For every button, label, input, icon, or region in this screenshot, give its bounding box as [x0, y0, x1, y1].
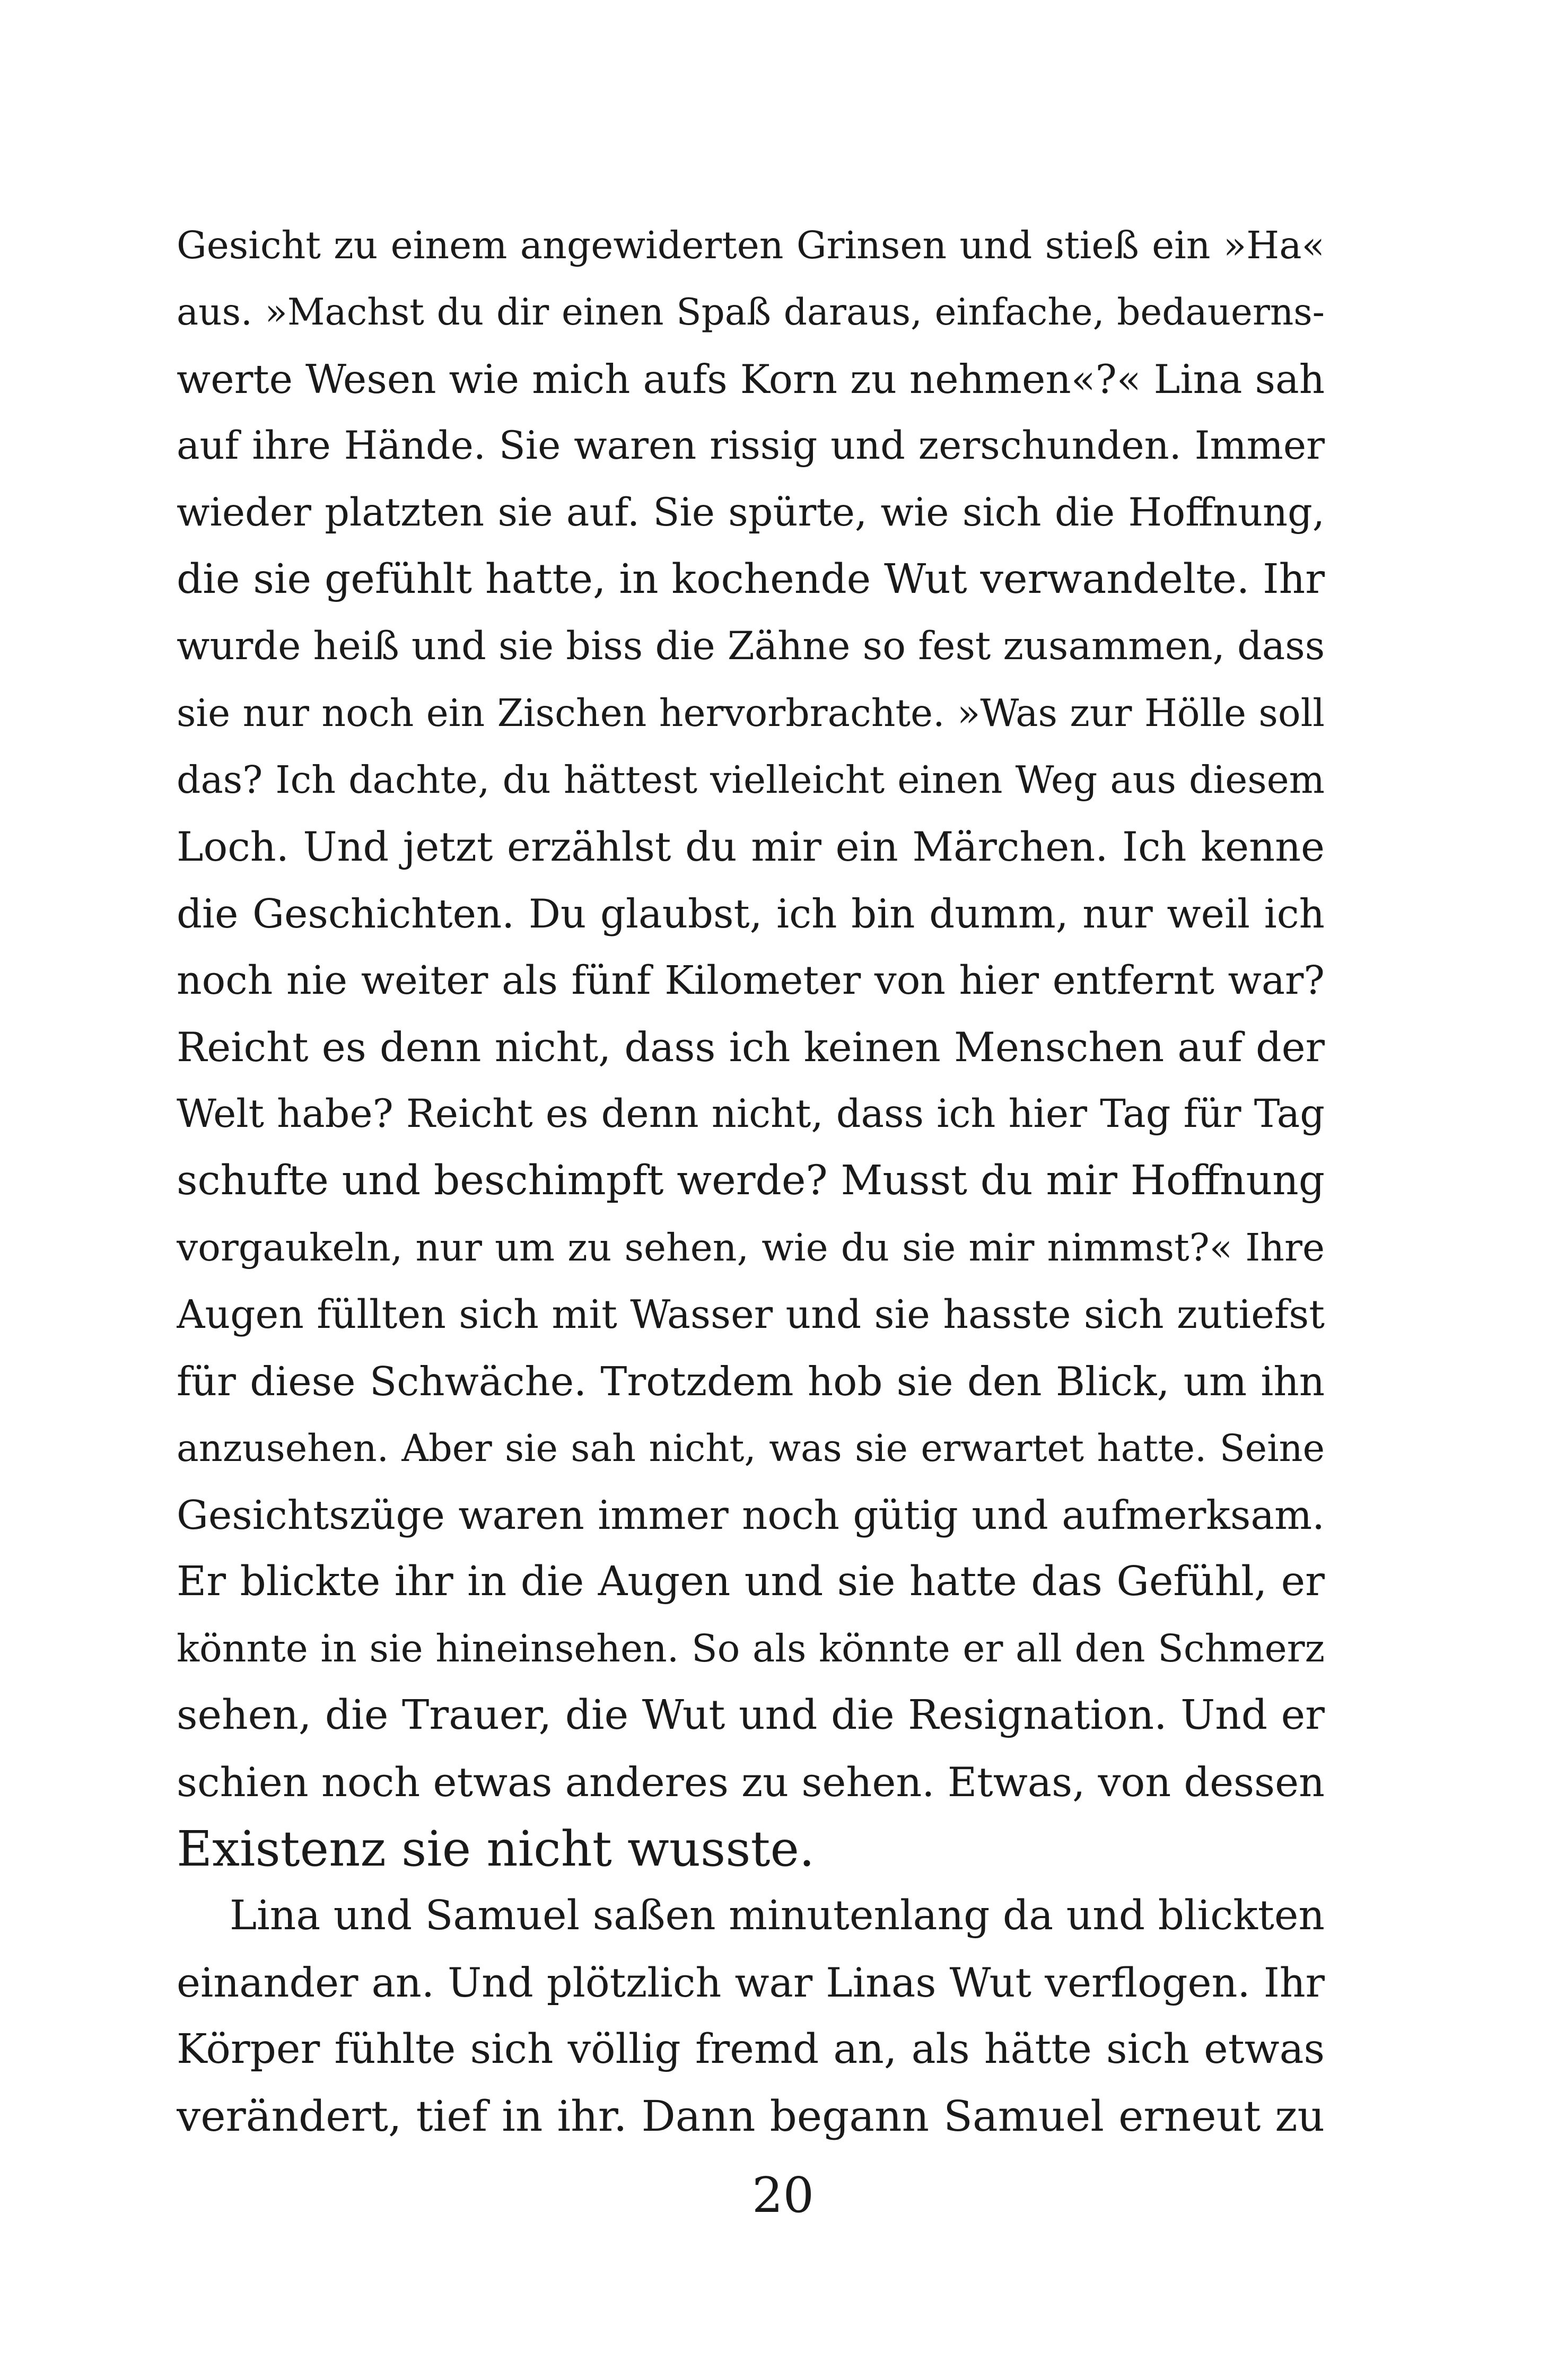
text-line: die Geschichten. Du glaubst, ich bin dumm, nur weil ich	[177, 890, 1325, 937]
text-line: schufte und beschimpft werde? Musst du mir Hoffnung	[177, 1157, 1325, 1204]
text-line: aus. »Machst du dir einen Spaß daraus, einfache, bedauerns-	[177, 291, 1325, 334]
text-line: das? Ich dachte, du hättest vielleicht einen Weg aus diesem	[177, 758, 1325, 802]
page-number: 20	[751, 2167, 815, 2224]
text-line: die sie gefühlt hatte, in kochende Wut verwandelte. Ihr	[177, 556, 1325, 603]
text-line: Loch. Und jetzt erzählst du mir ein Märchen. Ich kenne	[177, 823, 1325, 870]
text-line: einander an. Und plötzlich war Linas Wut verflogen. Ihr	[177, 1959, 1325, 2006]
text-line: wieder platzten sie auf. Sie spürte, wie sich die Hoffnung,	[177, 490, 1325, 535]
text-line: noch nie weiter als fünf Kilometer von hier entfernt war?	[177, 958, 1325, 1003]
text-line: für diese Schwäche. Trotzdem hob sie den Blick, um ihn	[177, 1358, 1325, 1405]
text-line: sie nur noch ein Zischen hervorbrachte. »Was zur Hölle soll	[177, 691, 1325, 735]
text-line: wurde heiß und sie biss die Zähne so fest zusammen, dass	[177, 624, 1325, 669]
text-line: Augen füllten sich mit Wasser und sie hasste sich zutiefst	[177, 1292, 1325, 1337]
text-line: Welt habe? Reicht es denn nicht, dass ich hier Tag für Tag	[177, 1091, 1325, 1136]
text-line: Er blickte ihr in die Augen und sie hatte das Gefühl, er	[177, 1558, 1325, 1605]
text-line: schien noch etwas anderes zu sehen. Etwas, von dessen	[177, 1758, 1325, 1806]
text-line: Lina und Samuel saßen minutenlang da und blickten	[230, 1892, 1325, 1939]
text-line: Existenz sie nicht wusste.	[177, 1821, 815, 1877]
text-line: Körper fühlte sich völlig fremd an, als hätte sich etwas	[177, 2026, 1325, 2073]
text-line: Gesicht zu einem angewiderten Grinsen und stieß ein »Ha«	[177, 223, 1325, 267]
text-line: verändert, tief in ihr. Dann begann Samuel erneut zu	[177, 2092, 1325, 2141]
text-line: Reicht es denn nicht, dass ich keinen Menschen auf der	[177, 1023, 1325, 1071]
text-line: Gesichtszüge waren immer noch gütig und aufmerksam.	[177, 1492, 1325, 1538]
text-line: anzusehen. Aber sie sah nicht, was sie erwartet hatte. Seine	[177, 1427, 1325, 1470]
body-text	[177, 212, 1325, 2150]
text-line: werte Wesen wie mich aufs Korn zu nehmen«?« Lina sah	[177, 356, 1325, 402]
text-line: auf ihre Hände. Sie waren rissig und zerschunden. Immer	[177, 423, 1325, 468]
paragraph-1	[177, 212, 1325, 1883]
text-line: sehen, die Trauer, die Wut und die Resignation. Und er	[177, 1692, 1325, 1739]
paragraph-2	[177, 1883, 1325, 2150]
text-line: könnte in sie hineinsehen. So als könnte er all den Schmerz	[177, 1626, 1325, 1670]
text-line: vorgaukeln, nur um zu sehen, wie du sie mir nimmst?« Ihre	[177, 1226, 1325, 1270]
